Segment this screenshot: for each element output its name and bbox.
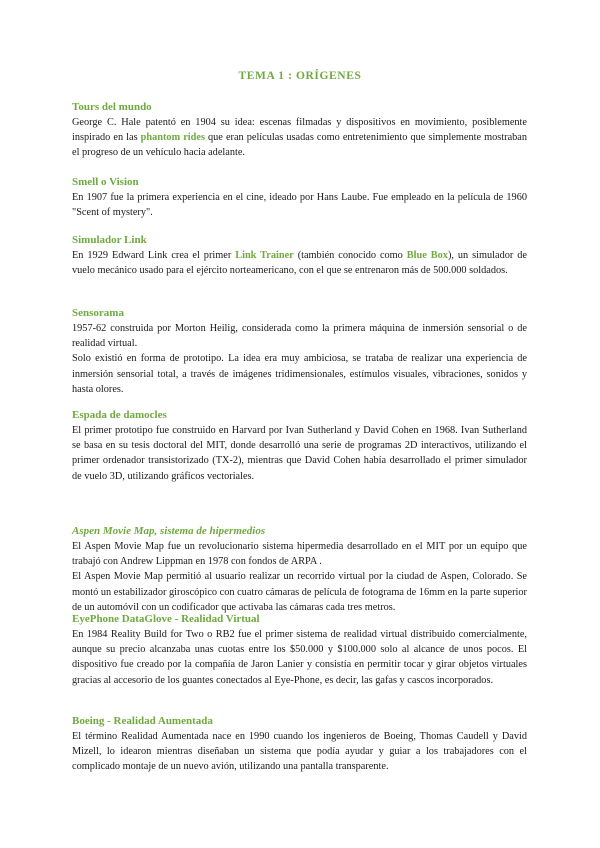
- section-heading: Sensorama: [72, 307, 124, 319]
- section-tours-del-mundo: [72, 100, 527, 161]
- paragraph: En 1907 fue la primera experiencia en el cine, ideado por Hans Laube. Fue empleado en la película de 1960 "Scent of mystery".: [72, 192, 527, 219]
- section-body: [72, 539, 527, 615]
- highlight-term: phantom rides: [140, 132, 205, 144]
- section-sensorama: [72, 306, 527, 397]
- paragraph: El Aspen Movie Map fue un revolucionario sistema hipermedia desarrollado en el MIT por un equipo que trabajó con Andrew Lippman en 1978 con fondos de ARPA .: [72, 541, 527, 568]
- section-heading: Tours del mundo: [72, 101, 152, 113]
- section-body: [72, 248, 527, 278]
- paragraph: El primer prototipo fue construido en Harvard por Ivan Sutherland y David Cohen en 1968. Ivan Sutherland se basa en su tesis doctoral del MIT, donde desarrolló una serie de programas 2D interactivos, utilizando el primer ordenador transistorizado (TX-2), mientras que David Cohen había desarrollado el primer simulador de vuelo 3D, utilizando gráficos vectoriales.: [72, 425, 527, 482]
- section-smell-o-vision: [72, 175, 527, 220]
- section-heading: Aspen Movie Map, sistema de hipermedios: [72, 525, 266, 537]
- paragraph: Solo existió en forma de prototipo. La idea era muy ambiciosa, se trataba de realizar una experiencia de inmersión sensorial total, a través de imágenes tridimensionales, estímulos visuales, vibraciones, sonidos y hasta olores.: [72, 353, 527, 395]
- paragraph: En 1984 Reality Build for Two o RB2 fue el primer sistema de realidad virtual distribuido comercialmente, aunque su precio alcanzaba unas cuotas entre los $50.000 y $100.000 solo al alcance de unos pocos. El dispositivo fue creado por la compañía de Jaron Lanier y consistía en permitir tocar y girar objetos virtuales gracias al accesorio de los guantes conectados al Eye-Phone, es decir, las gafas y cascos incorporados.: [72, 629, 527, 686]
- section-espada-de-damocles: [72, 408, 527, 484]
- text-run: (también conocido como: [293, 250, 407, 261]
- section-heading: Boeing - Realidad Aumentada: [72, 715, 213, 727]
- paragraph: El término Realidad Aumentada nace en 1990 cuando los ingenieros de Boeing, Thomas Caudell y David Mizell, lo idearon mientras diseñaban un sistema que podía ayudar y guiar a los trabajadores con el complicado montaje de un nuevo avión, utilizando una pantalla transparente.: [72, 731, 527, 773]
- section-eyephone-dataglove: [72, 612, 527, 688]
- highlight-term: Link Trainer: [235, 250, 294, 261]
- paragraph: El Aspen Movie Map permitió al usuario realizar un recorrido virtual por la ciudad de Aspen, Colorado. Se montó un estabilizador giroscópico con cuatro cámaras de película de fotograma de 16mm en la parte superior de un automóvil con un codificador que activaba las cámaras cada tres metros.: [72, 571, 527, 613]
- highlight-term: Blue Box: [406, 250, 448, 261]
- text-run: En 1929 Edward Link crea el primer: [72, 250, 236, 261]
- paragraph: [72, 248, 527, 278]
- section-heading: EyePhone DataGlove - Realidad Virtual: [72, 613, 260, 625]
- text-run: George C. Hale patentó en 1904 su idea: escenas filmadas y dispositivos en movimiento, posiblemente inspirado en las: [72, 117, 527, 144]
- section-aspen-movie-map: [72, 524, 527, 615]
- text-run: que eran películas usadas como entretenimiento que simplemente mostraban el progreso de un vehículo hacia adelante.: [72, 132, 528, 159]
- section-heading: Smell o Vision: [72, 176, 139, 188]
- section-body: [72, 729, 527, 775]
- section-boeing-realidad-aumentada: [72, 714, 527, 775]
- page-title: TEMA 1 : ORÍGENES: [238, 70, 362, 82]
- section-body: [72, 115, 527, 161]
- section-body: [72, 423, 527, 484]
- section-simulador-link: [72, 233, 527, 278]
- text-run: ), un simulador de vuelo mecánico usado para el ejército norteamericano, con el que se entrenaron más de 500.000 soldados.: [72, 250, 528, 277]
- section-body: [72, 190, 527, 220]
- paragraph: [72, 115, 527, 161]
- section-heading: Simulador Link: [72, 234, 147, 246]
- paragraph: 1957-62 construida por Morton Heilig, considerada como la primera máquina de inmersión sensorial o de realidad virtual.: [72, 323, 527, 350]
- section-body: [72, 627, 527, 688]
- section-heading: Espada de damocles: [72, 409, 167, 421]
- section-body: [72, 321, 527, 397]
